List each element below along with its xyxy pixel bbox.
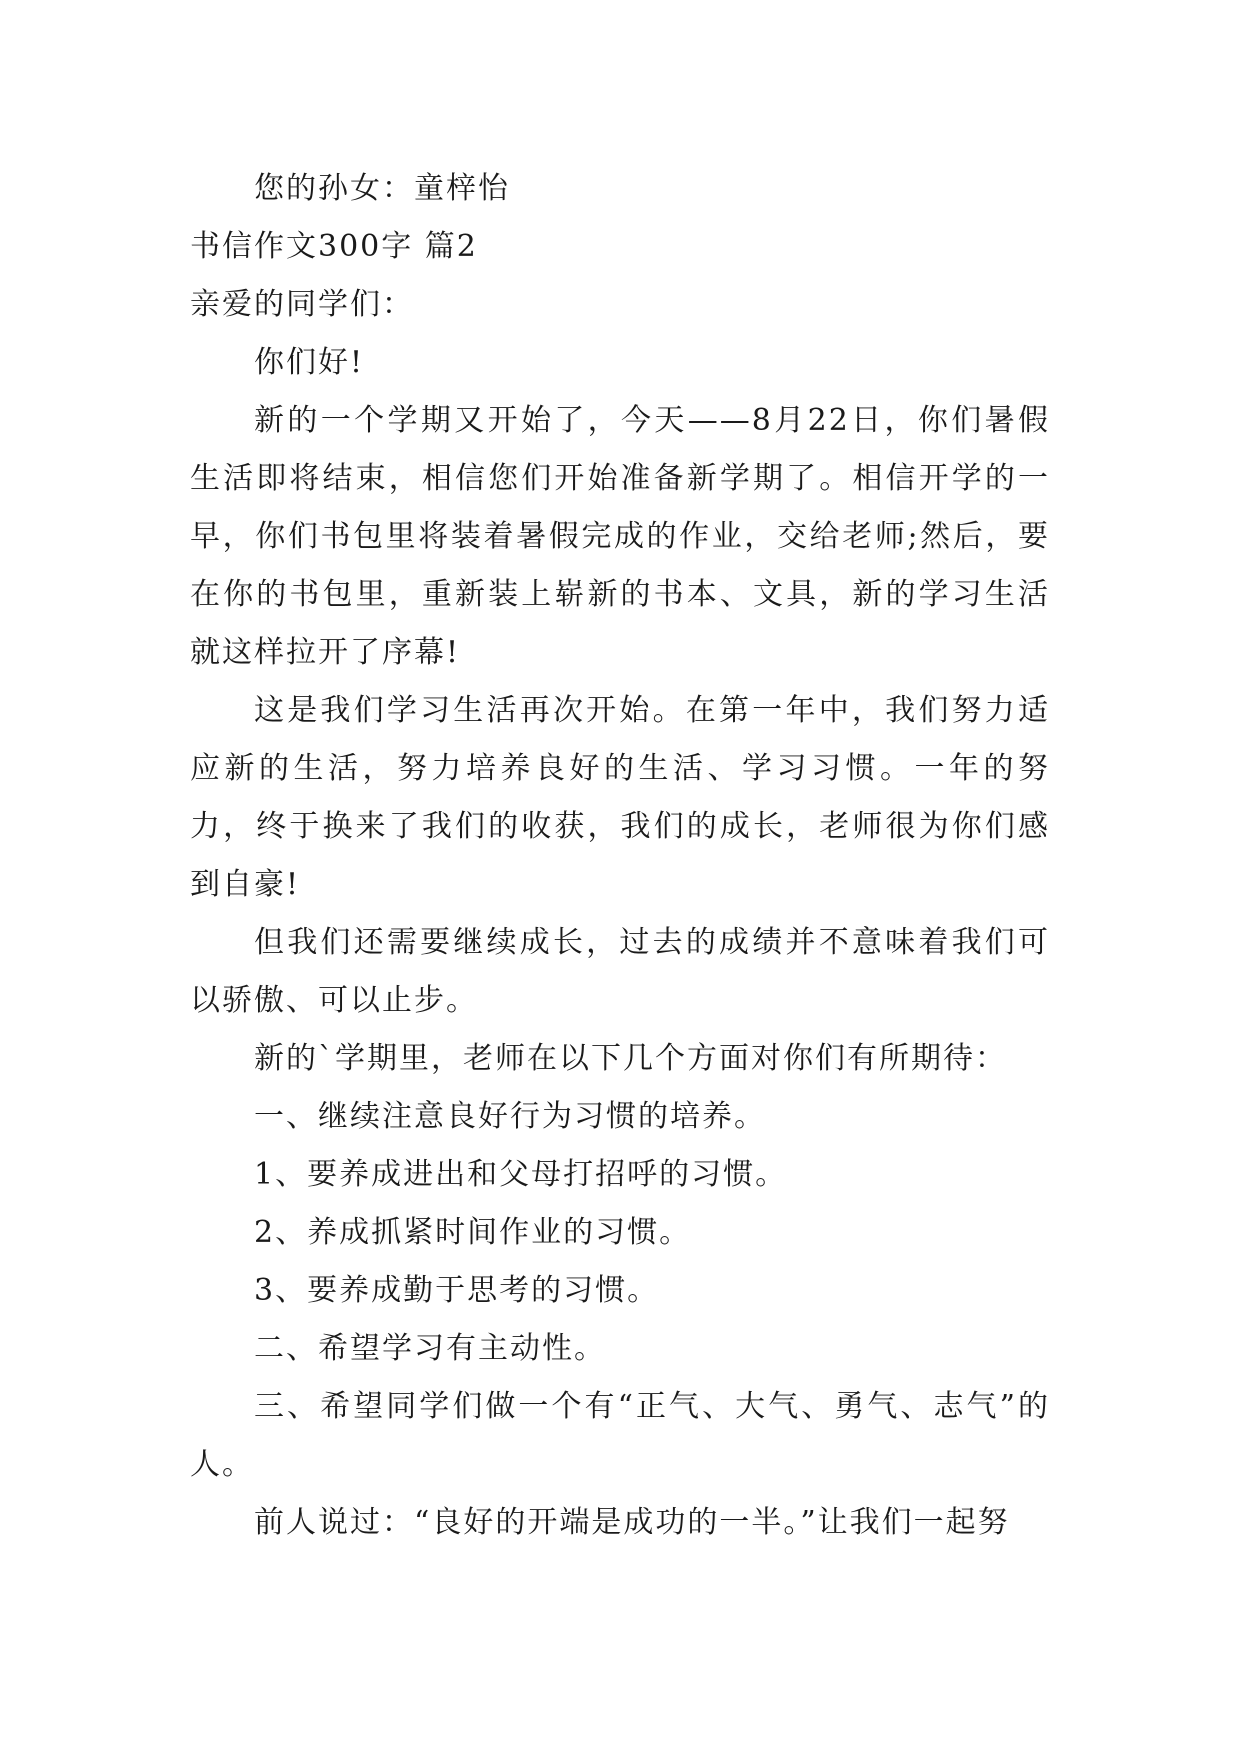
- sub-point-2: 2、养成抓紧时间作业的习惯。: [254, 1215, 692, 1250]
- paragraph-school-start: 新的一个学期又开始了，今天——8月22日，你们暑假生活即将结束，相信您们开始准备新学期了。相信开学的一早，你们书包里将装着暑假完成的作业，交给老师;然后，要在你的书包里，重新装上崭新的书本、文具，新的学习生活就这样拉开了序幕!: [190, 403, 1050, 670]
- letter-body: [190, 160, 1050, 1552]
- closing-line: 前人说过：“良好的开端是成功的一半。”让我们一起努: [254, 1505, 1010, 1540]
- signature-line: 您的孙女：童梓怡: [254, 171, 510, 206]
- section-heading: 书信作文300字 篇2: [190, 229, 478, 264]
- expectation-intro: 新的`学期里，老师在以下几个方面对你们有所期待：: [254, 1041, 1007, 1076]
- point-three: 三、希望同学们做一个有“正气、大气、勇气、志气”的人。: [190, 1389, 1050, 1482]
- paragraph-first-year: 这是我们学习生活再次开始。在第一年中，我们努力适应新的生活，努力培养良好的生活、学习习惯。一年的努力，终于换来了我们的收获，我们的成长，老师很为你们感到自豪!: [190, 693, 1050, 902]
- greeting: 你们好!: [254, 345, 365, 380]
- sub-point-3: 3、要养成勤于思考的习惯。: [254, 1273, 660, 1308]
- paragraph-keep-growing: 但我们还需要继续成长，过去的成绩并不意味着我们可以骄傲、可以止步。: [190, 925, 1050, 1018]
- point-one: 一、继续注意良好行为习惯的培养。: [254, 1099, 766, 1134]
- salutation: 亲爱的同学们：: [190, 287, 414, 322]
- sub-point-1: 1、要养成进出和父母打招呼的习惯。: [254, 1157, 788, 1192]
- point-two: 二、希望学习有主动性。: [254, 1331, 606, 1366]
